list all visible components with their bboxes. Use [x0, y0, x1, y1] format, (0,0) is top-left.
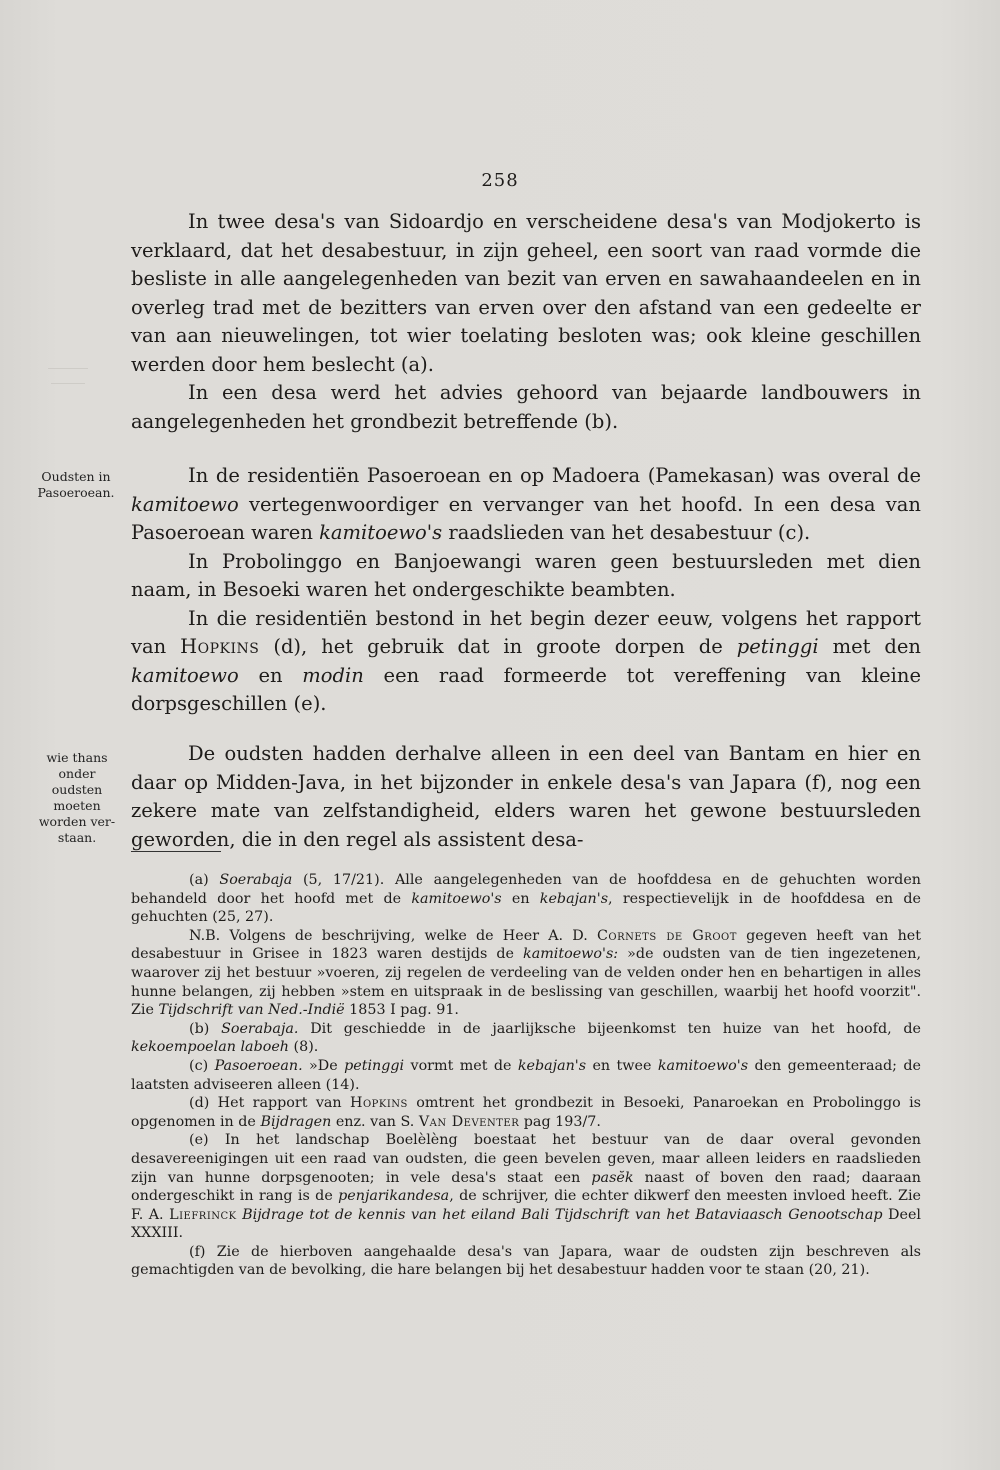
margin-note-line: Pasoeroean. — [37, 485, 115, 500]
paragraph-6: De oudsten hadden derhalve alleen in een deel van Bantam en hier en daar op Midden-Java, in het bijzonder in enkele desa's van Japara (f), nog een zekere mate van zelfstandigheid, elders waren het gewone bestuursleden geworden, die in den regel als assistent desa- — [131, 742, 921, 851]
bleed-through-note-top — [40, 368, 95, 394]
footnote-nb: N.B. Volgens de beschrijving, welke de Heer A. D. Cornets de Groot gegeven heeft van het desabestuur in Grisee in 1823 waren destijds de kamitoewo's: »de oudsten van de tien ingezetenen, waarover zij het bestuur »voeren, zij regelen de verdeeling van de velden onder hen en behartigen in alles hunne belangen, zij hebben »stem en uitspraak in de beslissing van geschillen, waarbij het hoofd voorzit". Zie Tijdschrift van Ned.-Indië 1853 I pag. 91. — [131, 927, 921, 1019]
margin-note-line: staan. — [57, 830, 97, 845]
footnote-c: (c) Pasoeroean. »De petinggi vormt met de kebajan's en twee kamitoewo's den gemeenteraad; de laatsten adviseeren alleen (14). — [131, 1057, 921, 1093]
paragraph-3: In de residentiën Pasoeroean en op Madoera (Pamekasan) was overal de kamitoewo vertegenwoordiger en vervanger van het hoofd. In een desa van Pasoeroean waren kamitoewo's raadslieden van het desabestuur (c). — [131, 464, 921, 544]
page-number: 258 — [481, 170, 519, 191]
footnote-f: (f) Zie de hierboven aangehaalde desa's van Japara, waar de oudsten zijn beschreven als gemachtigden van de bevolking, die hare belangen bij het desabestuur hadden voor te staan (20, 21). — [131, 1243, 921, 1279]
footnote-separator-rule — [131, 851, 221, 852]
paragraph-5: In die residentiën bestond in het begin dezer eeuw, volgens het rapport van Hopkins (d), het gebruik dat in groote dorpen de petinggi met den kamitoewo en modin een raad formeerde tot vereffening van kleine dorpsgeschillen (e). — [131, 606, 921, 715]
footnote-a: (a) Soerabaja (5, 17/21). Alle aangelegenheden van de hoofddesa en de gehuchten worden behandeld door het hoofd met de kamitoewo's en kebajan's, respectievelijk in de hoofddesa en de gehuchten (25, 27). — [131, 872, 922, 926]
margin-note-oudsten-verstaan — [28, 750, 126, 846]
paragraph-2: In een desa werd het advies gehoord van bejaarde landbouwers in aangelegenheden het grondbezit betreffende (b). — [131, 381, 921, 433]
footnote-e: (e) In het landschap Boelèlèng boestaat het bestuur van de daar overal gevonden desavereenigingen uit een raad van oudsten, die geen bevelen geven, maar alleen leiders en raadslieden zijn van hunne dorpsgenooten; in vele desa's staat een pasĕk naast of boven den raad; daaraan ondergeschikt in rang is de penjarikandesa, de schrijver, die echter dikwerf den meesten invloed heeft. Zie F. A. Liefrinck Bijdrage tot de kennis van het eiland Bali Tijdschrift van het Bataviaasch Genootschap Deel XXXIII. — [131, 1132, 922, 1242]
body-text-middle — [131, 462, 921, 719]
margin-note-line: worden ver- — [38, 814, 116, 829]
margin-note-oudsten-pasoeroean — [30, 469, 122, 501]
paragraph-4: In Probolinggo en Banjoewangi waren geen bestuursleden met dien naam, in Besoeki waren het ondergeschikte beambten. — [131, 549, 921, 601]
margin-note-line: oudsten moeten — [51, 782, 103, 813]
paragraph-1: In twee desa's van Sidoardjo en verscheidene desa's van Modjokerto is verklaard, dat het desabestuur, in zijn geheel, een soort van raad vormde die besliste in alle aangelegenheden van bezit van erven en sawahaandeelen en in overleg trad met de bezitters van erven over den afstand van een gedeelte er van aan nieuwelingen, tot wier toelating besloten was; ook kleine geschillen werden door hem beslecht (a). — [131, 210, 921, 376]
margin-note-line: Oudsten in — [41, 469, 111, 484]
footnote-b: (b) Soerabaja. Dit geschiedde in de jaarlijksche bijeenkomst ten huize van het hoofd, de kekoempoelan laboeh (8). — [131, 1020, 921, 1056]
footnotes — [131, 871, 921, 1280]
margin-note-line: wie thans onder — [46, 750, 108, 781]
footnote-d: (d) Het rapport van Hopkins omtrent het grondbezit in Besoeki, Panaroekan en Probolinggo is opgenomen in de Bijdragen enz. van S. Van Deventer pag 193/7. — [131, 1095, 922, 1130]
body-text-bottom — [131, 740, 921, 854]
body-text-top — [131, 208, 921, 436]
